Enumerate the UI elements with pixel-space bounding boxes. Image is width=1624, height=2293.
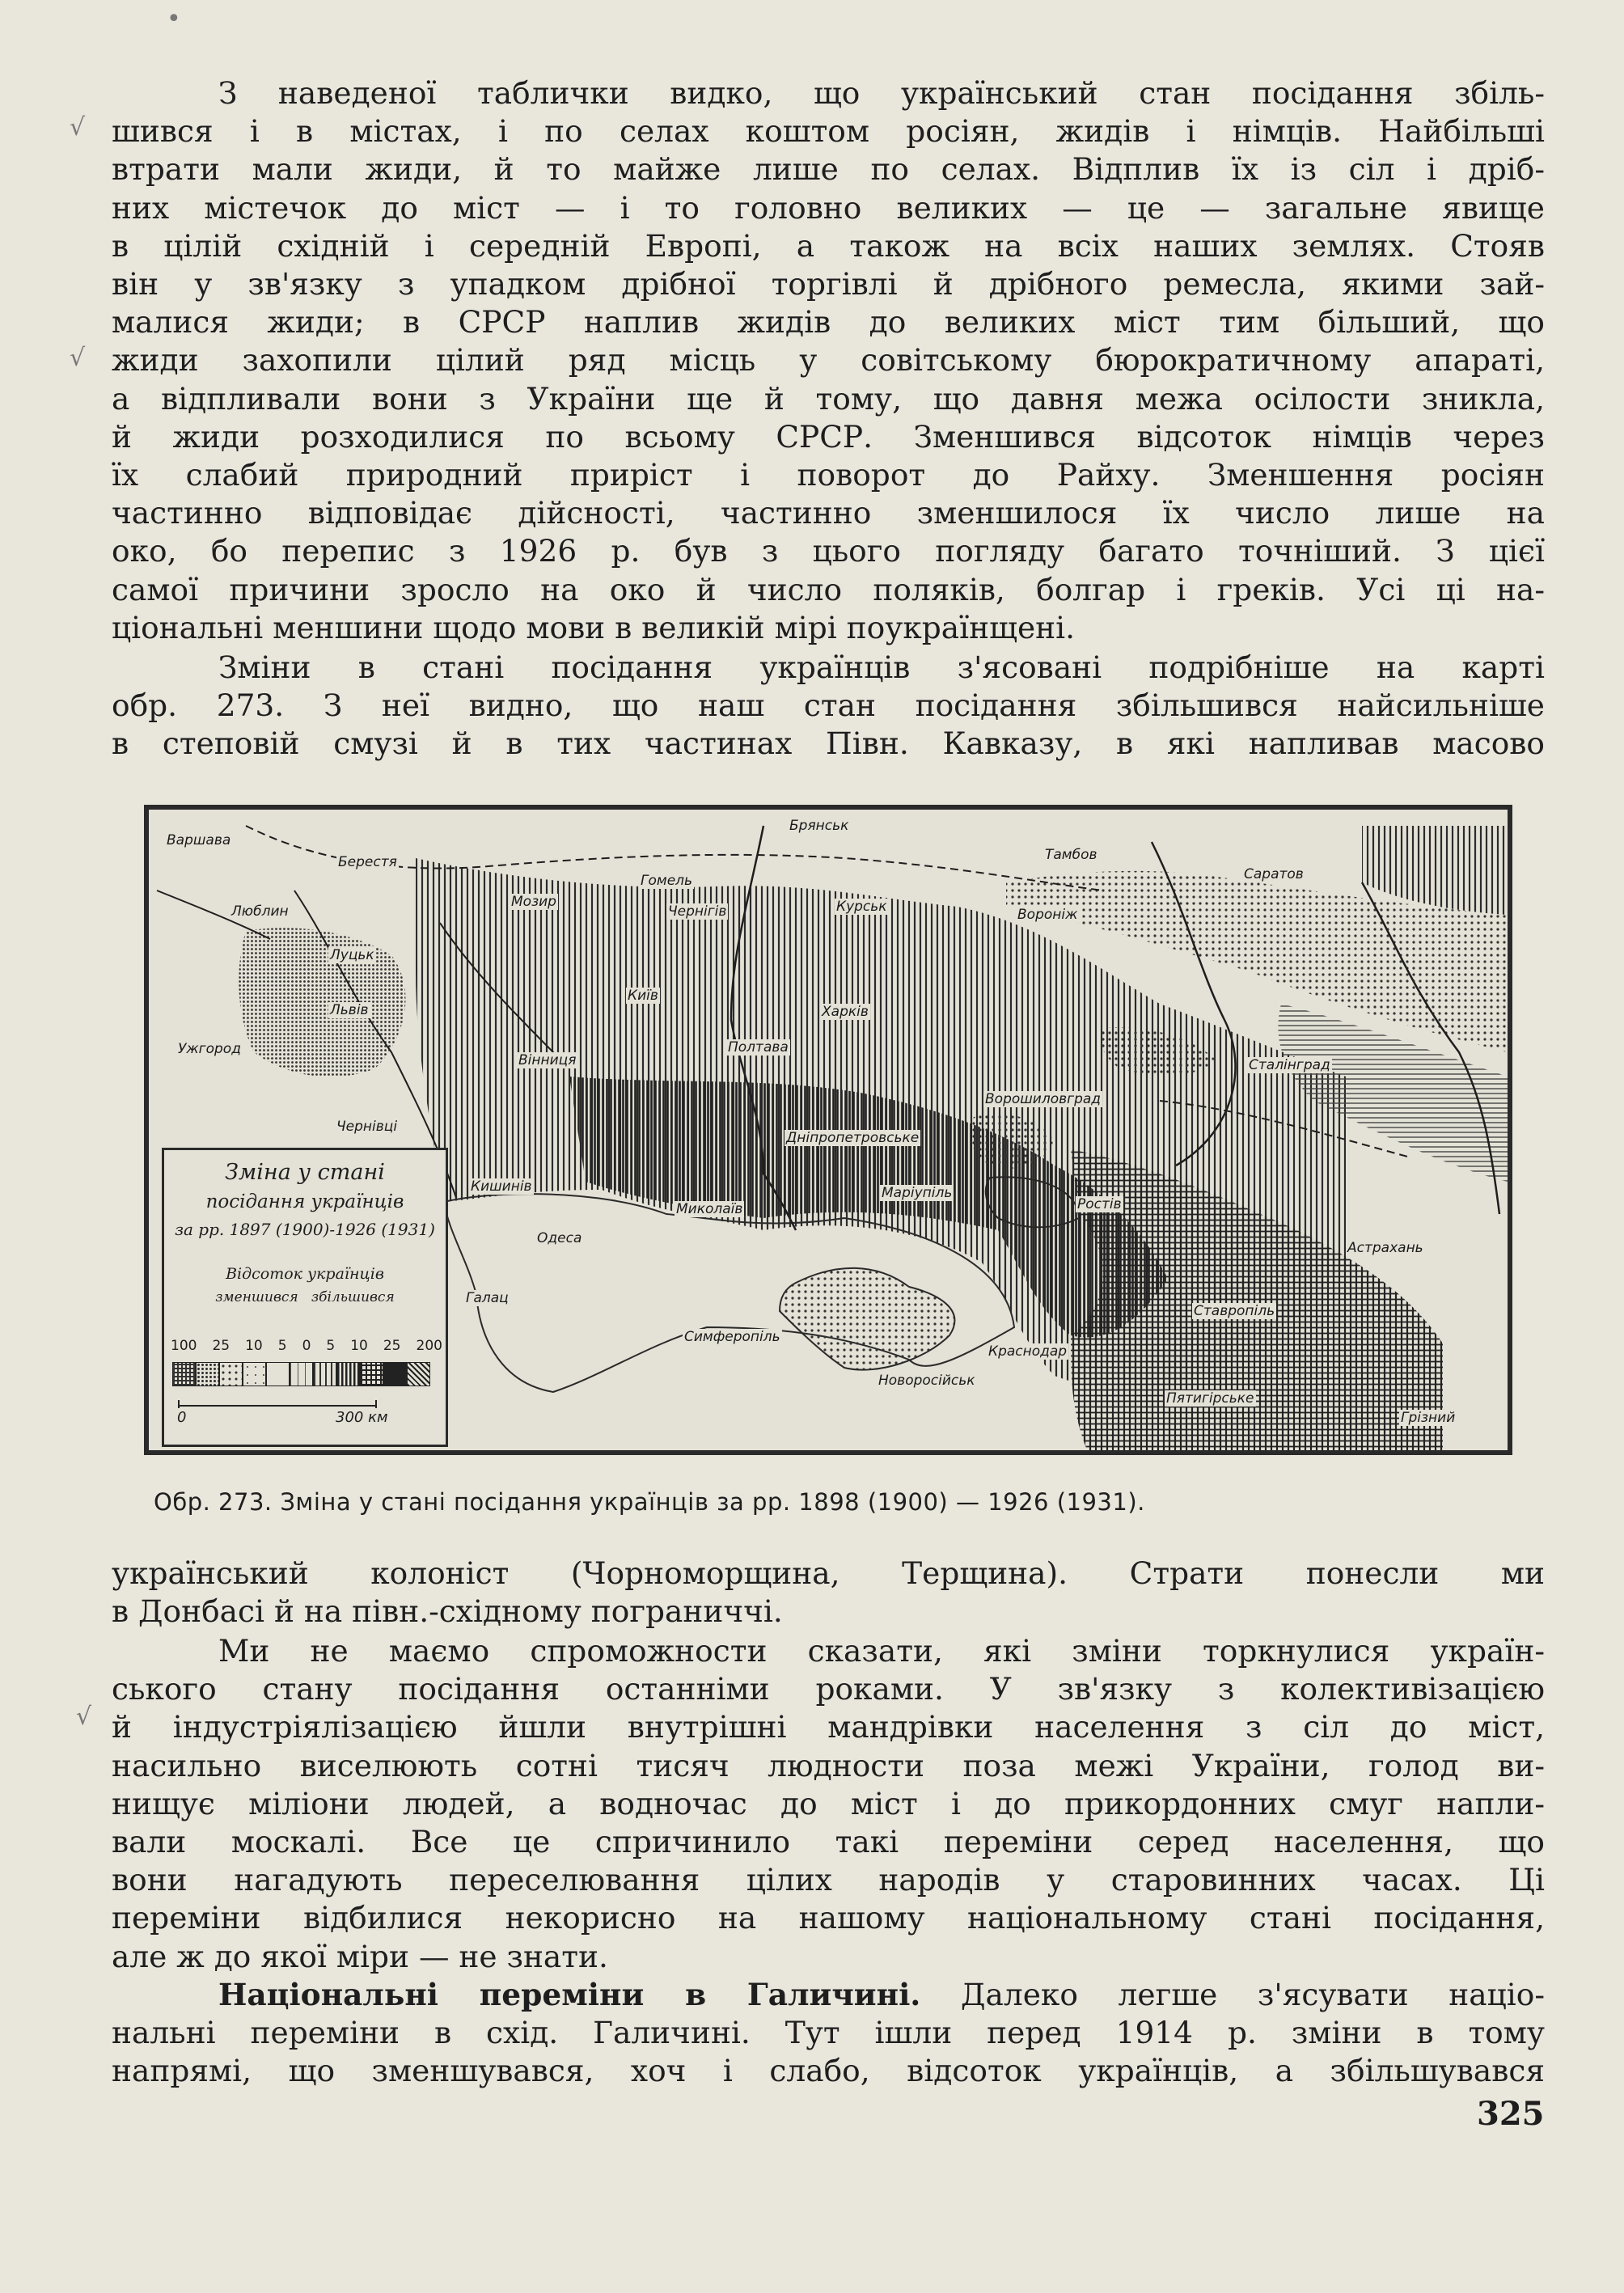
margin-checkmark: √ (70, 344, 86, 372)
legend-swatch (383, 1362, 407, 1386)
text-line: нищує міліони людей, а водночас до міст і до прикордонних смуг напли- (112, 1785, 1545, 1821)
map-label-city: Пятигірське (1166, 1390, 1254, 1407)
legend-swatch (313, 1362, 336, 1386)
text-line: малися жиди; в СРСР наплив жидів до великих міст тим більший, що (112, 304, 1545, 341)
text-line: в Донбасі й на півн.-східному пограниччі. (112, 1593, 783, 1630)
paragraph-4 (112, 1632, 1545, 1976)
decrease-zone-galicia (239, 928, 405, 1077)
map-label-city: Миколаїв (676, 1201, 743, 1217)
text-line: око, бо перепис з 1926 р. був з цього погляду багато точніший. З цієї (112, 533, 1545, 569)
legend-swatch (407, 1362, 430, 1386)
text-line: ського стану посідання останніми роками. У зв'язку з колективізацією (112, 1671, 1545, 1707)
legend-scale-tick: 5 (277, 1338, 287, 1354)
legend-bar-zero: 0 (177, 1409, 187, 1426)
section-heading: Національні переміни в Галичині. (218, 1977, 921, 2012)
map-label-city: Одеса (537, 1230, 582, 1246)
map-legend (162, 1148, 448, 1447)
map-label-city: Грізний (1401, 1410, 1456, 1426)
text-line: напрямі, що зменшувався, хоч і слабо, відсоток українців, а збільшувався (112, 2053, 1545, 2089)
map-label-city: Гомель (641, 873, 693, 889)
text-line: них містечок до міст — і то головно великих — це — загальне явище (112, 189, 1545, 226)
map-label-city: Ростів (1077, 1196, 1122, 1212)
legend-scale-tick: 100 (171, 1338, 197, 1354)
legend-swatch (266, 1362, 290, 1386)
figure-caption: Обр. 273. Зміна у стані посідання українців за рр. 1898 (1900) — 1926 (1931). (154, 1488, 1145, 1516)
legend-scale-tick: 10 (350, 1338, 368, 1354)
text-line: але ж до якої міри — не знати. (112, 1938, 608, 1974)
margin-checkmark: √ (70, 113, 86, 142)
legend-title: посідання українців (205, 1191, 404, 1212)
text-line: їх слабий природний приріст і поворот до Райху. Зменшення росіян (112, 457, 1545, 493)
map-label-city: Луцьк (330, 947, 374, 963)
map-label-city: Дніпропетровське (786, 1130, 920, 1146)
legend-scale (171, 1338, 442, 1354)
legend-swatch (360, 1362, 383, 1386)
legend-swatches (172, 1362, 430, 1386)
text-line: самої причини зросло на око й число поляків, болгар і греків. Усі ці на- (112, 571, 1545, 607)
text-line: Зміни в стані посідання українців з'ясовані подрібніше на карті (218, 649, 1545, 685)
text-line: З наведеної таблички видко, що український стан посідання збіль- (218, 75, 1545, 111)
map-label-city: Полтава (728, 1039, 789, 1056)
text-line: переміни відбилися некорисно на нашому національному стані посідання, (112, 1900, 1545, 1936)
text-line: в цілій східній і середній Европі, а також на всіх наших землях. Стояв (112, 227, 1545, 264)
map-label-city: Маріупіль (882, 1185, 953, 1201)
page-number: 325 (1477, 2095, 1545, 2133)
map-label-city: Галац (466, 1290, 509, 1306)
paragraph-3 (112, 1555, 1545, 1631)
map-label-city: Саратов (1244, 866, 1304, 882)
map-label-city: Чернівці (336, 1119, 398, 1135)
map-label-city: Вінниця (518, 1052, 577, 1068)
legend-subtitle: Відсоток українців (226, 1265, 384, 1283)
legend-scale-tick: 25 (383, 1338, 401, 1354)
text-line: нальні переміни в схід. Галичині. Тут ішли перед 1914 р. зміни в тому (112, 2015, 1545, 2051)
paragraph-1 (112, 74, 1545, 647)
paragraph-2 (112, 649, 1545, 764)
text-line: частинно відповідає дійсності, частинно зменшилося їх число лише на (112, 495, 1545, 531)
legend-swatch (243, 1362, 266, 1386)
text-line: насильно виселюють сотні тисяч людности поза межі України, голод ви- (112, 1747, 1545, 1783)
legend-scale-tick: 200 (416, 1338, 442, 1354)
text-line: український колоніст (Чорноморщина, Терщина). Страти понесли ми (112, 1555, 1545, 1591)
text-line: втрати мали жиди, й то майже лише по селах. Відплив їх із сіл і дріб- (112, 151, 1545, 188)
map-label-city: Тамбов (1045, 847, 1097, 863)
map-label-city: Сталінград (1249, 1057, 1330, 1073)
text-line: ціональні меншини щодо мови в великій мірі поукраїнщені. (112, 609, 1076, 645)
map-label-city: Варшава (167, 832, 231, 848)
map-label-city: Київ (628, 988, 658, 1004)
margin-dot: • (167, 5, 181, 33)
map-label-city: Львів (330, 1002, 369, 1018)
text-line: й індустріялізацією йшли внутрішні мандрівки населення з сіл до міст, (112, 1709, 1545, 1745)
legend-scale-tick: 0 (302, 1338, 311, 1354)
text-line: він у зв'язку з упадком дрібної торгівлі й дрібного ремесла, якими зай- (112, 266, 1545, 302)
map-label-city: Ужгород (178, 1041, 241, 1057)
map-label-city: Курськ (836, 899, 887, 915)
legend-scale-tick: 10 (245, 1338, 263, 1354)
map-label-city: Краснодар (988, 1343, 1068, 1360)
text-line: вали москалі. Все це спричинило такі переміни серед населення, що (112, 1824, 1545, 1860)
paragraph-5 (112, 1976, 1545, 2091)
text-line: в степовій смузі й в тих частинах Півн. Кавказу, в які напливав масово (112, 726, 1545, 762)
margin-checkmark: √ (76, 1703, 92, 1731)
map-figure (144, 805, 1512, 1455)
legend-scale-tick: 5 (326, 1338, 336, 1354)
legend-scale-bar (177, 1398, 379, 1409)
legend-swatch (219, 1362, 243, 1386)
text-line: жиди захопили цілий ряд місць у совітському бюрократичному апараті, (112, 342, 1545, 379)
legend-swatch (172, 1362, 196, 1386)
legend-bar-km: 300 км (336, 1409, 388, 1426)
legend-swatch (290, 1362, 313, 1386)
text-line: вони нагадують переселювання цілих народів у старовинних часах. Ці (112, 1862, 1545, 1898)
map-label-city: Воронiж (1017, 907, 1078, 923)
map-label-city: Кишинів (471, 1178, 532, 1195)
text-line: обр. 273. З неї видно, що наш стан посідання збільшився найсильніше (112, 687, 1545, 724)
text-line: й жиди розходилися по всьому СРСР. Зменшився відсоток німців через (112, 418, 1545, 455)
legend-title: за рр. 1897 (1900)-1926 (1931) (175, 1220, 435, 1239)
map-label-city: Симферопіль (684, 1329, 780, 1345)
text-line: а відпливали вони з України ще й тому, що давня межа осілости зникла, (112, 380, 1545, 417)
legend-swatch (196, 1362, 219, 1386)
text-line: Ми не маємо спроможности сказати, які зміни торкнулися україн- (218, 1633, 1545, 1669)
map-label-city: Чернігів (668, 903, 727, 920)
map-label-city: Ворошиловград (985, 1091, 1102, 1107)
map-label-city: Люблин (231, 903, 289, 920)
map-label-city: Новоросійськ (878, 1373, 975, 1389)
map-label-city: Ставропіль (1194, 1303, 1275, 1319)
map-label-city: Берестя (338, 854, 397, 870)
text-line (112, 1976, 1545, 2014)
map-label-city: Астрахань (1347, 1240, 1423, 1256)
legend-subtitle: зменшився збільшився (215, 1289, 395, 1305)
map-label-city: Харків (822, 1004, 869, 1020)
legend-scale-tick: 25 (212, 1338, 230, 1354)
legend-title: Зміна у стані (225, 1160, 385, 1185)
legend-swatch (336, 1362, 360, 1386)
map-label-city: Брянськ (789, 818, 849, 834)
map-label-city: Мозир (511, 894, 556, 910)
text-run: Далеко легше з'ясувати націо- (920, 1977, 1545, 2012)
text-line: шився і в містах, і по селах коштом росіян, жидів і німців. Найбільші (112, 113, 1545, 150)
